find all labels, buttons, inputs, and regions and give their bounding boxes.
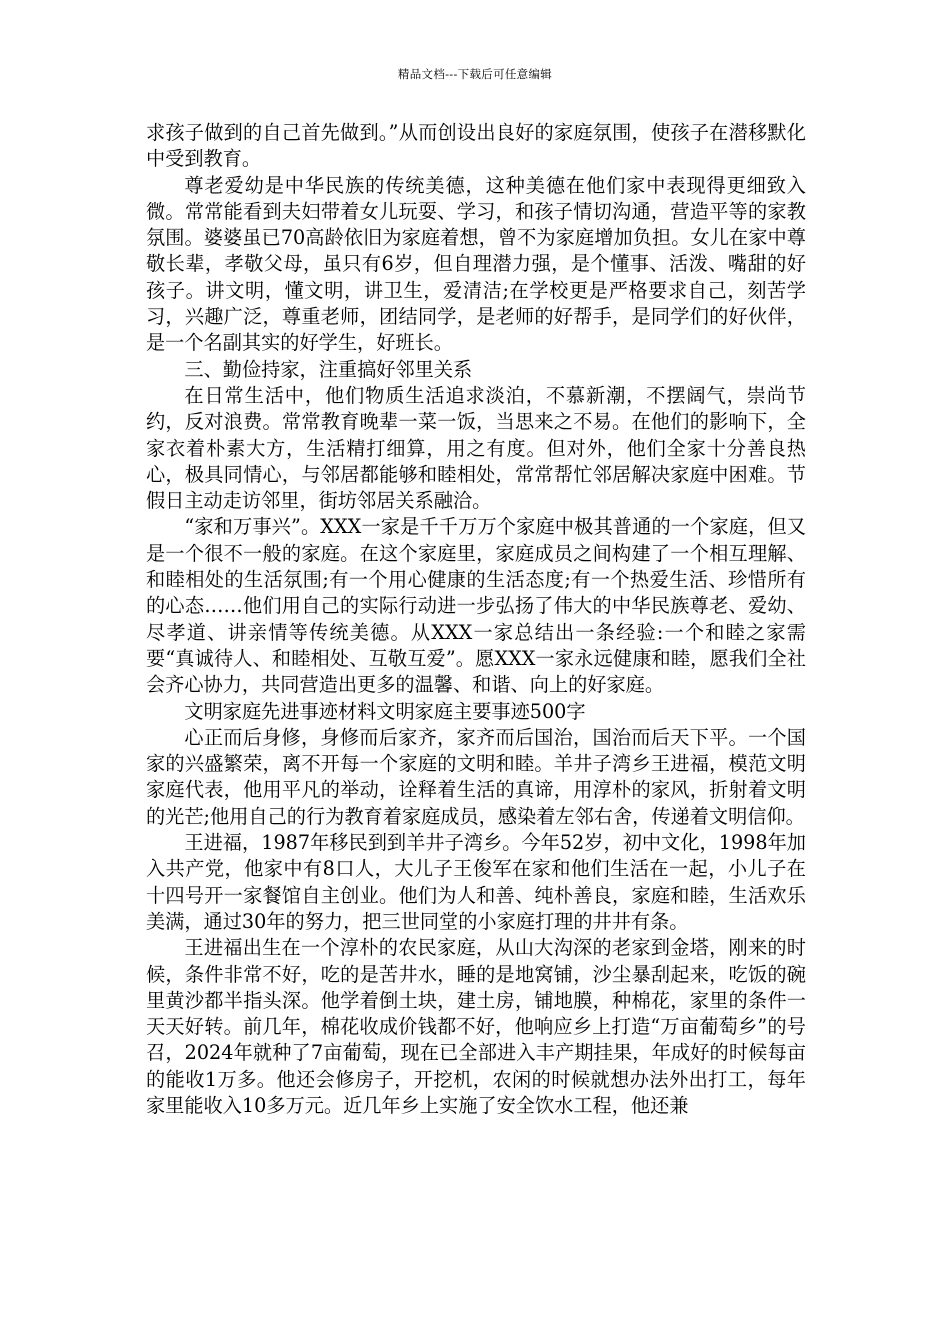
paragraph: 尊老爱幼是中华民族的传统美德，这种美德在他们家中表现得更细致入微。常常能看到夫妇带着女儿玩耍、学习，和孩子情切沟通，营造平等的家教氛围。婆婆虽已70高龄依旧为家庭着想，曾不为家庭增加负担。女儿在家中尊敬长辈，孝敬父母，虽只有6岁，但自理潜力强，是个懂事、活泼、嘴甜的好孩子。讲文明，懂文明，讲卫生，爱清洁;在学校更是严格要求自己，刻苦学习，兴趣广泛，尊重老师，团结同学，是老师的好帮手，是同学们的好伙伴，是一个名副其实的好学生，好班长。 [146,173,806,355]
paragraph: 王进福，1987年移民到到羊井子湾乡。今年52岁，初中文化，1998年加入共产党，他家中有8口人，大儿子王俊军在家和他们生活在一起，小儿子在十四号开一家餐馆自主创业。他们为人和善、纯朴善良，家庭和睦，生活欢乐美满，通过30年的努力，把三世同堂的小家庭打理的井井有条。 [146,831,806,933]
document-body [146,120,806,1119]
paragraph: 在日常生活中，他们物质生活追求淡泊，不慕新潮，不摆阔气，崇尚节约，反对浪费。常常教育晚辈一菜一饭，当思来之不易。在他们的影响下，全家衣着朴素大方，生活精打细算，用之有度。但对外，他们全家十分善良热心，极具同情心，与邻居都能够和睦相处，常常帮忙邻居解决家庭中困难。节假日主动走访邻里，街坊邻居关系融洽。 [146,383,806,513]
article-title: 文明家庭先进事迹材料文明家庭主要事迹500字 [184,699,586,723]
paragraph: 求孩子做到的自己首先做到。”从而创设出良好的家庭氛围，使孩子在潜移默化中受到教育。 [146,121,806,171]
paragraph: “家和万事兴”。XXX一家是千千万万个家庭中极其普通的一个家庭，但又是一个很不一般的家庭。在这个家庭里，家庭成员之间构建了一个相互理解、和睦相处的生活氛围;有一个用心健康的生活态度;有一个热爱生活、珍惜所有的心态……他们用自己的实际行动进一步弘扬了伟大的中华民族尊老、爱幼、尽孝道、讲亲情等传统美德。从XXX一家总结出一条经验:一个和睦之家需要“真诚待人、和睦相处、互敬互爱”。愿XXX一家永远健康和睦，愿我们全社会齐心协力，共同营造出更多的温馨、和谐、向上的好家庭。 [146,515,806,697]
paragraph: 王进福出生在一个淳朴的农民家庭，从山大沟深的老家到金塔，刚来的时候，条件非常不好，吃的是苦井水，睡的是地窝铺，沙尘暴刮起来，吃饭的碗里黄沙都半指头深。他学着倒土块，建土房，铺地膜，种棉花，家里的条件一天天好转。前几年，棉花收成价钱都不好，他响应乡上打造“万亩葡萄乡”的号召，2024年就种了7亩葡萄，现在已全部进入丰产期挂果，年成好的时候每亩的能收1万多。他还会修房子，开挖机，农闲的时候就想办法外出打工，每年家里能收入10多万元。近几年乡上实施了安全饮水工程，他还兼 [146,936,806,1117]
page-header: 精品文档---下载后可任意编辑 [397,67,553,81]
paragraph: 心正而后身修，身修而后家齐，家齐而后国治，国治而后天下平。一个国家的兴盛繁荣，离不开每一个家庭的文明和睦。羊井子湾乡王进福，模范文明家庭代表，他用平凡的举动，诠释着生活的真谛，用淳朴的家风，折射着文明的光芒;他用自己的行为教育着家庭成员，感染着左邻右舍，传递着文明信仰。 [146,725,806,828]
section-heading: 三、勤俭持家，注重搞好邻里关系 [184,357,473,381]
